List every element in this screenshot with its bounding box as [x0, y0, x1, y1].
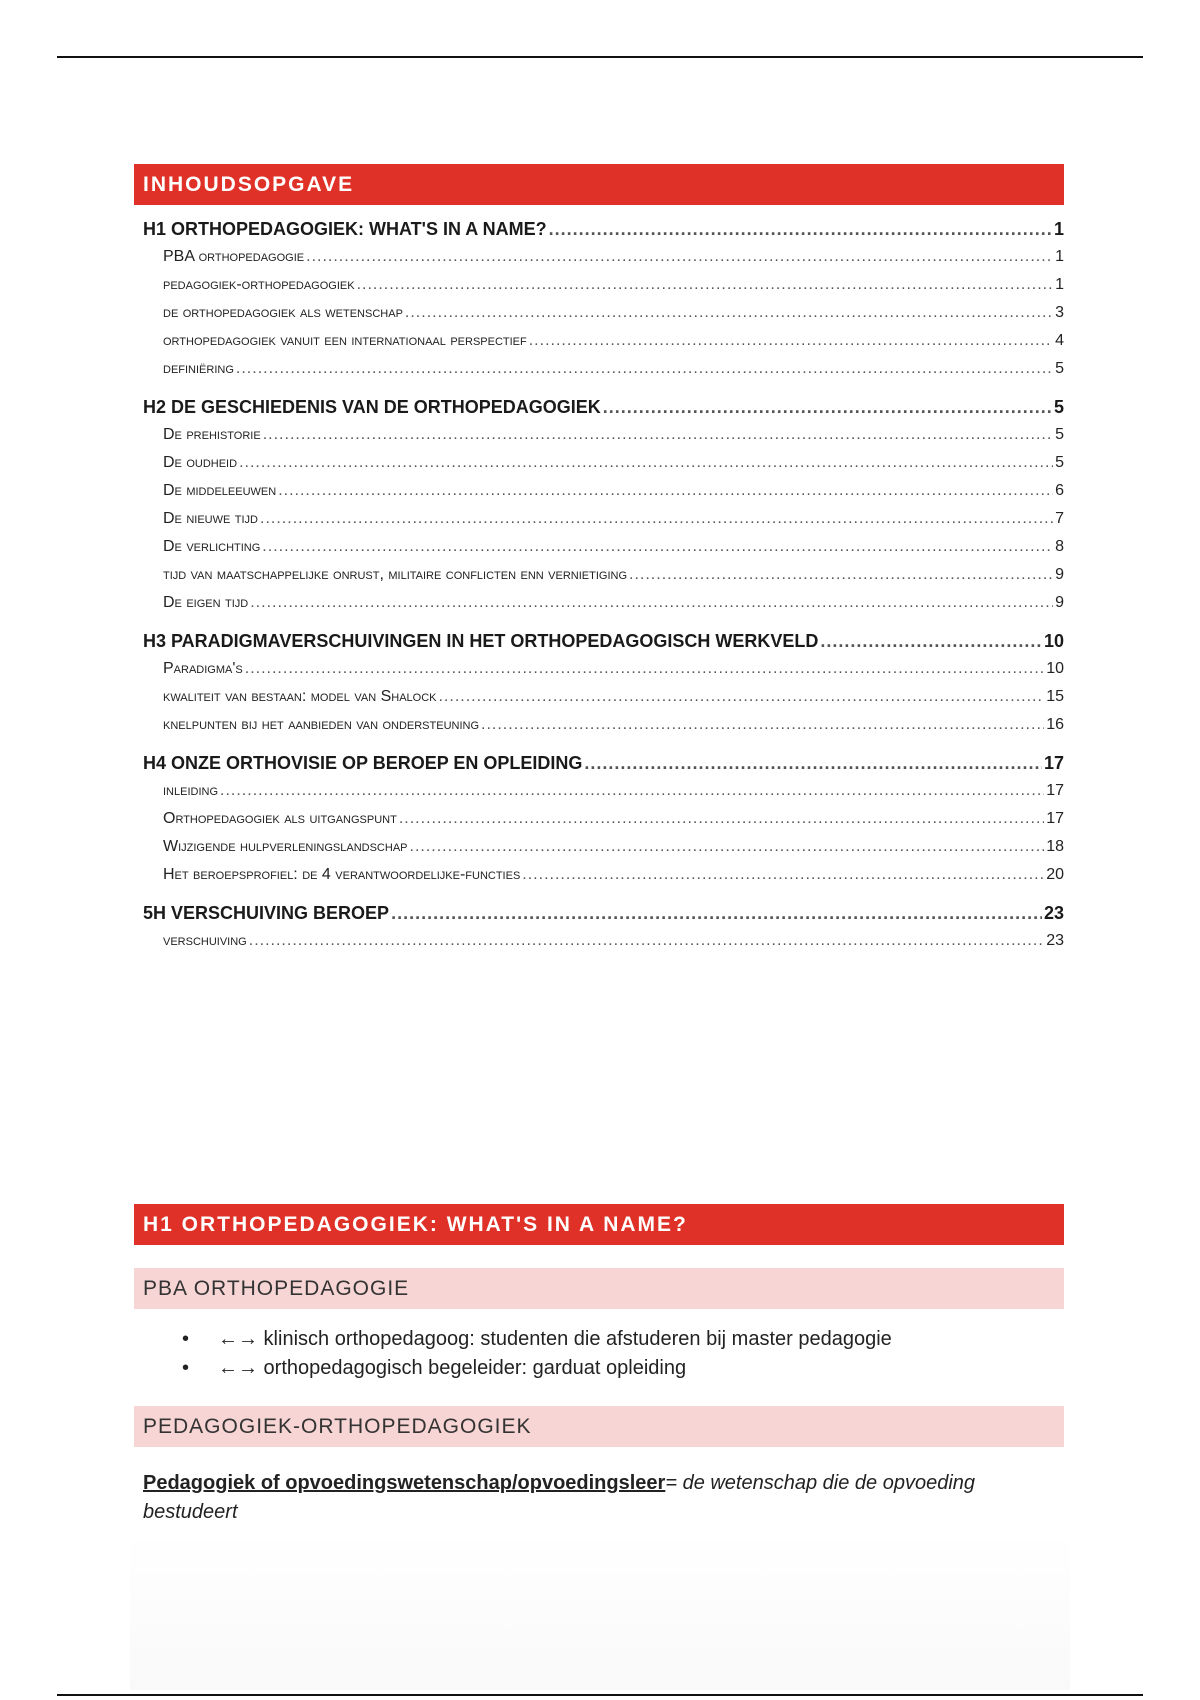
toc-entry-title: De middeleeuwen	[163, 482, 277, 499]
toc-entry-page: 5	[1053, 397, 1064, 417]
definition-term: Pedagogiek of opvoedingswetenschap/opvoedingsleer	[143, 1472, 666, 1494]
toc-entry-page: 7	[1055, 510, 1064, 527]
toc-entry-page: 20	[1046, 866, 1064, 883]
toc-chapter-group	[134, 749, 1064, 889]
definition-paragraph	[134, 1469, 1064, 1527]
toc-entry-title: PBA orthopedagogie	[163, 248, 305, 265]
toc-entry-page: 1	[1055, 248, 1064, 265]
toc-section-entry[interactable]	[134, 243, 1064, 271]
toc-section-entry[interactable]	[134, 711, 1064, 739]
toc-entry-page: 17	[1046, 810, 1064, 827]
toc-leader-dots	[306, 243, 1053, 271]
toc-leader-dots	[357, 271, 1054, 299]
toc-entry-page: 16	[1046, 716, 1064, 733]
toc-leader-dots	[399, 805, 1044, 833]
toc-leader-dots	[438, 683, 1044, 711]
toc-chapter-entry[interactable]	[134, 215, 1064, 243]
toc-entry-page: 17	[1043, 753, 1064, 773]
bullet-list	[134, 1325, 1064, 1383]
toc-entry-title: orthopedagogiek vanuit een internationaal perspectief	[163, 332, 527, 349]
toc-leader-dots	[410, 833, 1045, 861]
toc-entry-page: 1	[1053, 219, 1064, 239]
toc-section-entry[interactable]	[134, 927, 1064, 955]
toc-entry-title: inleiding	[163, 782, 219, 799]
toc-entry-page: 23	[1046, 932, 1064, 949]
toc-chapter-entry[interactable]	[134, 749, 1064, 777]
toc-leader-dots	[245, 655, 1044, 683]
toc-leader-dots	[262, 533, 1053, 561]
table-of-contents	[134, 164, 1064, 957]
toc-chapter-entry[interactable]	[134, 393, 1064, 421]
toc-entry-title: Orthopedagogiek als uitgangspunt	[163, 810, 397, 827]
toc-section-entry[interactable]	[134, 683, 1064, 711]
toc-chapter-group	[134, 899, 1064, 955]
toc-section-entry[interactable]	[134, 505, 1064, 533]
toc-heading: INHOUDSOPGAVE	[134, 164, 1064, 205]
toc-entry-page: 3	[1055, 304, 1064, 321]
toc-entry-title: tijd van maatschappelijke onrust, militaire conflicten enn vernietiging	[163, 566, 628, 583]
toc-section-entry[interactable]	[134, 271, 1064, 299]
toc-leader-dots	[249, 927, 1044, 955]
header-rule	[57, 56, 1143, 58]
toc-entry-title: De prehistorie	[163, 426, 261, 443]
toc-leader-dots	[529, 327, 1053, 355]
toc-chapter-entry[interactable]	[134, 899, 1064, 927]
toc-leader-dots	[481, 711, 1044, 739]
page-fade	[130, 1530, 1070, 1690]
toc-entry-title: De oudheid	[163, 454, 238, 471]
document-body	[134, 1204, 1064, 1527]
toc-entry-page: 18	[1046, 838, 1064, 855]
toc-entry-title: H1 ORTHOPEDAGOGIEK: WHAT'S IN A NAME?	[143, 219, 547, 239]
toc-entry-title: Wijzigende hulpverleningslandschap	[163, 838, 408, 855]
toc-leader-dots	[220, 777, 1044, 805]
toc-section-entry[interactable]	[134, 833, 1064, 861]
toc-entry-page: 17	[1046, 782, 1064, 799]
toc-section-entry[interactable]	[134, 327, 1064, 355]
toc-entry-title: H4 ONZE ORTHOVISIE OP BEROEP EN OPLEIDING	[143, 753, 583, 773]
chapter-heading: H1 ORTHOPEDAGOGIEK: WHAT'S IN A NAME?	[134, 1204, 1064, 1245]
toc-chapter-group	[134, 627, 1064, 739]
toc-leader-dots	[250, 589, 1053, 617]
toc-entry-page: 10	[1043, 631, 1064, 651]
toc-leader-dots	[549, 215, 1052, 243]
toc-entry-page: 1	[1055, 276, 1064, 293]
toc-leader-dots	[522, 861, 1044, 889]
toc-entry-title: de orthopedagogiek als wetenschap	[163, 304, 403, 321]
toc-entry-page: 15	[1046, 688, 1064, 705]
list-item	[134, 1325, 1064, 1354]
toc-entry-title: pedagogiek-orthopedagogiek	[163, 276, 355, 293]
toc-leader-dots	[278, 477, 1053, 505]
toc-leader-dots	[263, 421, 1053, 449]
toc-entry-title: 5H VERSCHUIVING BEROEP	[143, 903, 390, 923]
toc-section-entry[interactable]	[134, 655, 1064, 683]
toc-chapter-group	[134, 393, 1064, 617]
section-heading-pedagogiek: PEDAGOGIEK-ORTHOPEDAGOGIEK	[134, 1406, 1064, 1447]
toc-entry-title: H2 DE GESCHIEDENIS VAN DE ORTHOPEDAGOGIEK	[143, 397, 601, 417]
toc-entry-page: 9	[1055, 566, 1064, 583]
toc-entry-page: 8	[1055, 538, 1064, 555]
toc-entry-title: kwaliteit van bestaan: model van Shalock	[163, 688, 437, 705]
toc-entry-page: 23	[1043, 903, 1064, 923]
toc-section-entry[interactable]	[134, 805, 1064, 833]
toc-section-entry[interactable]	[134, 355, 1064, 383]
definition-text: = de wetenschap die de opvoeding bestudeert	[143, 1472, 976, 1523]
toc-leader-dots	[584, 749, 1042, 777]
toc-entry-page: 5	[1055, 426, 1064, 443]
toc-leader-dots	[236, 355, 1053, 383]
toc-entry-page: 4	[1055, 332, 1064, 349]
toc-section-entry[interactable]	[134, 533, 1064, 561]
toc-section-entry[interactable]	[134, 561, 1064, 589]
toc-section-entry[interactable]	[134, 589, 1064, 617]
toc-leader-dots	[405, 299, 1053, 327]
toc-leader-dots	[603, 393, 1052, 421]
toc-leader-dots	[391, 899, 1042, 927]
toc-entry-title: verschuiving	[163, 932, 247, 949]
toc-leader-dots	[239, 449, 1053, 477]
toc-chapter-group	[134, 215, 1064, 383]
toc-section-entry[interactable]	[134, 449, 1064, 477]
toc-entry-title: H3 PARADIGMAVERSCHUIVINGEN IN HET ORTHOPEDAGOGISCH WERKVELD	[143, 631, 819, 651]
toc-entry-title: De eigen tijd	[163, 594, 249, 611]
toc-entry-title: Paradigma's	[163, 660, 243, 677]
toc-entry-page: 6	[1055, 482, 1064, 499]
bullet-icon: •	[182, 1328, 190, 1350]
toc-section-entry[interactable]	[134, 299, 1064, 327]
toc-section-entry[interactable]	[134, 477, 1064, 505]
toc-leader-dots	[629, 561, 1053, 589]
toc-entry-title: definiëring	[163, 360, 234, 377]
toc-leader-dots	[820, 627, 1042, 655]
toc-entry-title: Het beroepsprofiel: de 4 verantwoordelijke-functies	[163, 866, 521, 883]
toc-section-entry[interactable]	[134, 421, 1064, 449]
toc-entry-page: 5	[1055, 454, 1064, 471]
toc-section-entry[interactable]	[134, 777, 1064, 805]
bullet-icon: •	[182, 1357, 190, 1379]
section-heading-pba: PBA ORTHOPEDAGOGIE	[134, 1268, 1064, 1309]
toc-entry-title: De nieuwe tijd	[163, 510, 259, 527]
list-item	[134, 1354, 1064, 1383]
toc-entry-page: 10	[1046, 660, 1064, 677]
list-item-text: ←→ klinisch orthopedagoog: studenten die afstuderen bij master pedagogie	[218, 1328, 892, 1350]
toc-section-entry[interactable]	[134, 861, 1064, 889]
toc-chapter-entry[interactable]	[134, 627, 1064, 655]
toc-entry-page: 9	[1055, 594, 1064, 611]
list-item-text: ←→ orthopedagogisch begeleider: garduat opleiding	[218, 1357, 687, 1379]
footer-rule	[57, 1694, 1143, 1696]
toc-list	[134, 215, 1064, 955]
toc-entry-title: De verlichting	[163, 538, 261, 555]
toc-entry-page: 5	[1055, 360, 1064, 377]
toc-leader-dots	[260, 505, 1053, 533]
toc-entry-title: knelpunten bij het aanbieden van ondersteuning	[163, 716, 480, 733]
